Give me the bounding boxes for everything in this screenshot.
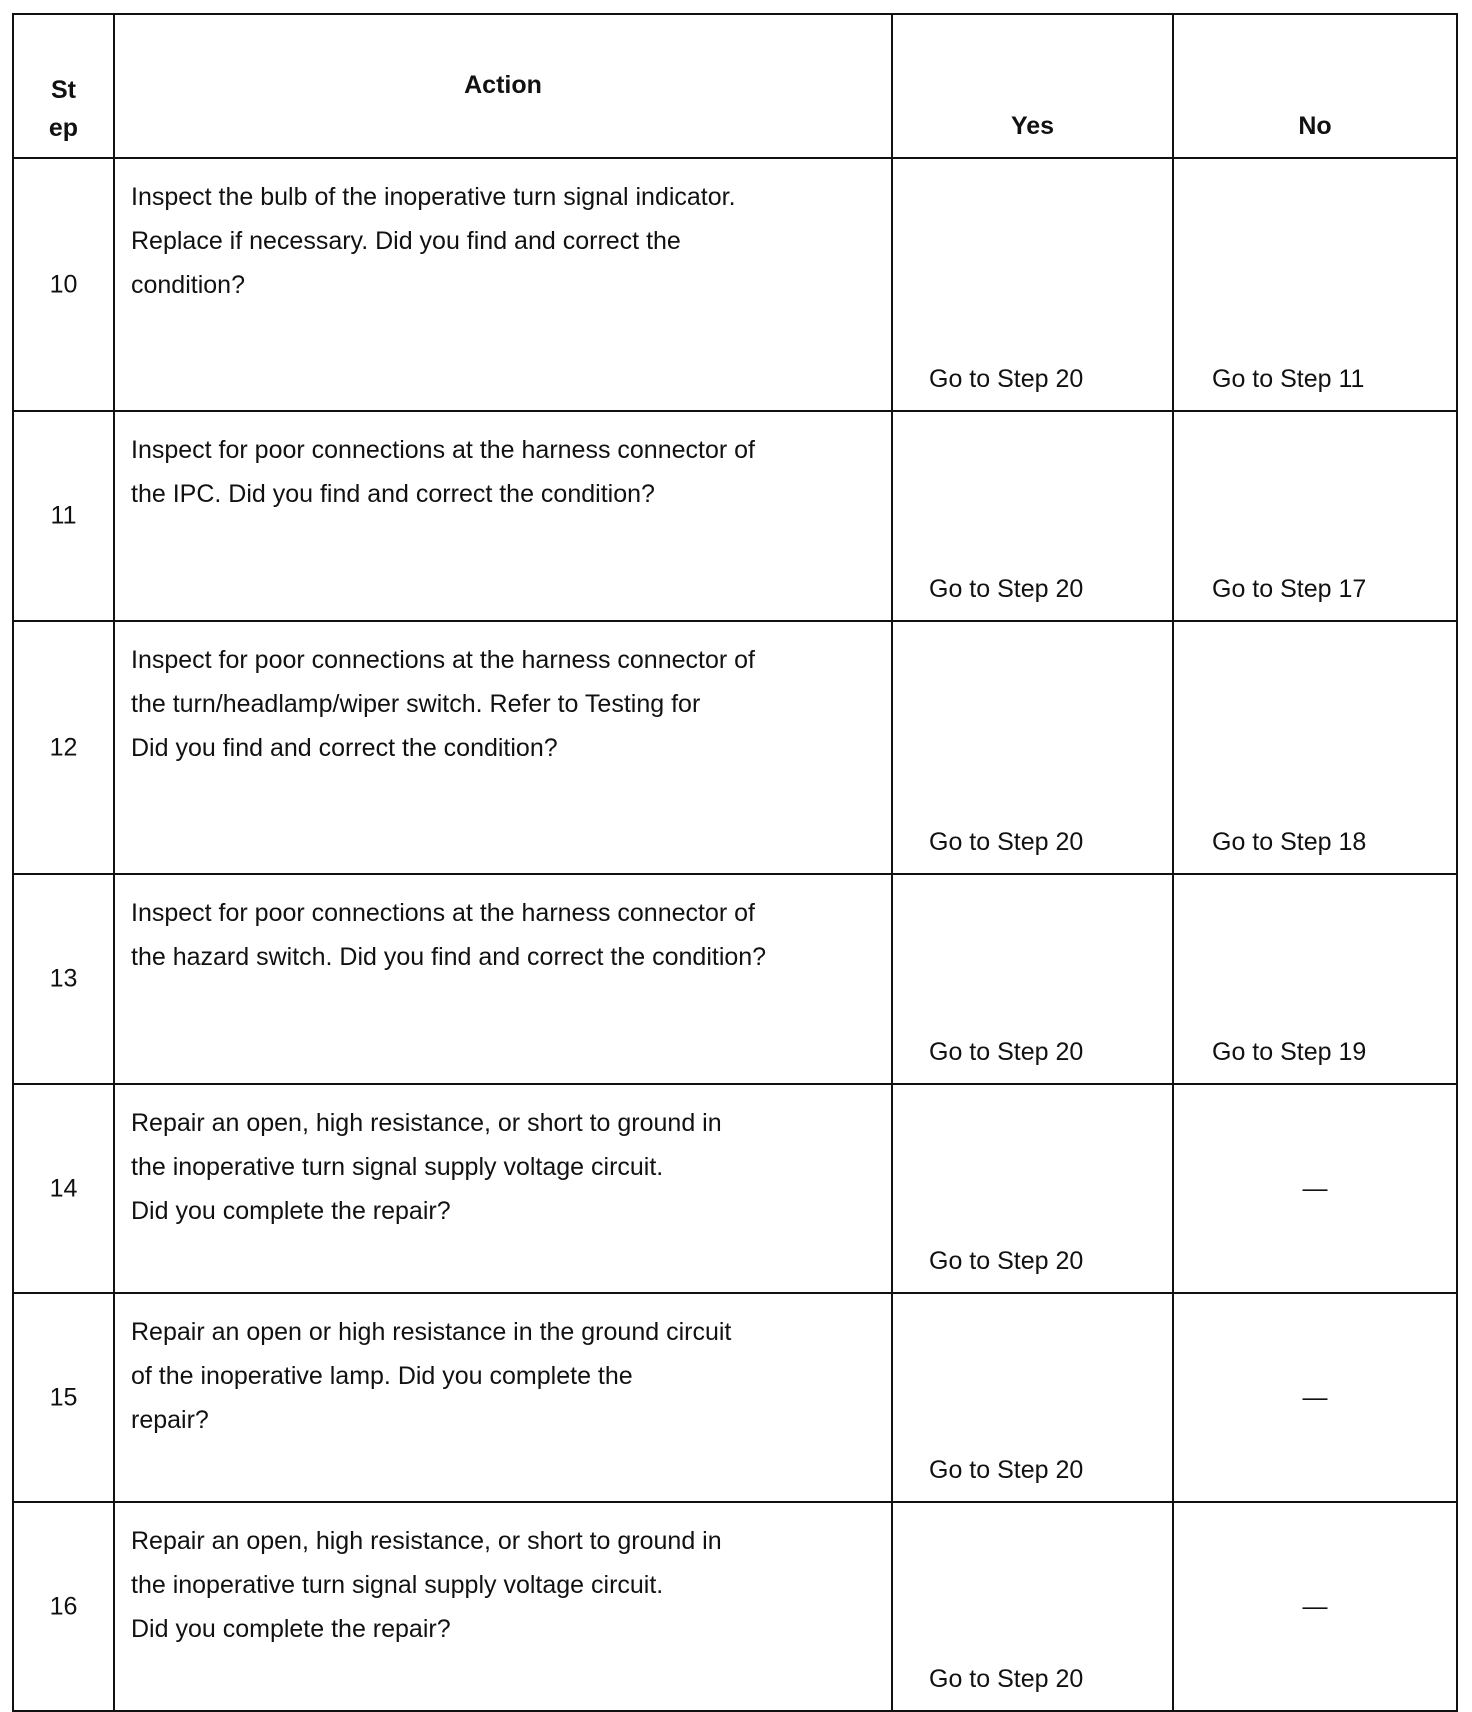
no-result: Go to Step 18 <box>1212 828 1367 856</box>
step-header-cell <box>13 14 114 158</box>
no-result: Go to Step 17 <box>1212 575 1367 603</box>
action-text: Inspect for poor connections at the harness connector of the hazard switch. Did you find and correct the condition? <box>131 899 767 971</box>
table-row <box>13 411 1457 621</box>
yes-result: Go to Step 20 <box>929 1665 1084 1693</box>
table-row <box>13 874 1457 1084</box>
action-text: Inspect for poor connections at the harness connector of the IPC. Did you find and correct the condition? <box>131 436 755 508</box>
yes-result: Go to Step 20 <box>929 365 1084 393</box>
no-result-dash: — <box>1302 1383 1328 1411</box>
action-header-cell <box>114 14 892 158</box>
action-text: Inspect for poor connections at the harness connector of the turn/headlamp/wiper switch. Refer to Testing for Did you find and correct the condition? <box>131 646 755 762</box>
no-header-cell <box>1173 14 1457 158</box>
header-row <box>13 14 1457 158</box>
yes-result: Go to Step 20 <box>929 575 1084 603</box>
step-number: 16 <box>49 1592 78 1620</box>
yes-header-cell <box>892 14 1173 158</box>
table-row <box>13 1084 1457 1293</box>
table-row <box>13 158 1457 411</box>
step-header: St ep <box>48 76 79 142</box>
diagnostic-step-table <box>12 13 1458 1712</box>
step-number: 14 <box>49 1174 78 1202</box>
action-text: Repair an open or high resistance in the ground circuit of the inoperative lamp. Did you complete the repair? <box>131 1318 732 1434</box>
action-header: Action <box>464 71 542 99</box>
yes-result: Go to Step 20 <box>929 1456 1084 1484</box>
action-text: Repair an open, high resistance, or short to ground in the inoperative turn signal supply voltage circuit. Did you complete the repair? <box>131 1109 722 1225</box>
step-number: 15 <box>49 1383 78 1411</box>
no-result: Go to Step 19 <box>1212 1038 1367 1066</box>
table-row <box>13 1502 1457 1711</box>
yes-result: Go to Step 20 <box>929 1247 1084 1275</box>
table-row <box>13 1293 1457 1502</box>
yes-result: Go to Step 20 <box>929 1038 1084 1066</box>
yes-result: Go to Step 20 <box>929 828 1084 856</box>
no-result: Go to Step 11 <box>1212 365 1365 393</box>
step-number: 10 <box>49 270 78 298</box>
table-row <box>13 621 1457 874</box>
step-number: 11 <box>50 501 77 530</box>
step-number: 12 <box>49 733 78 761</box>
no-result-dash: — <box>1302 1174 1328 1202</box>
no-result-dash: — <box>1302 1592 1328 1620</box>
yes-header: Yes <box>1010 112 1055 140</box>
action-text: Inspect the bulb of the inoperative turn signal indicator. Replace if necessary. Did you find and correct the condition? <box>131 183 736 299</box>
action-text: Repair an open, high resistance, or short to ground in the inoperative turn signal supply voltage circuit. Did you complete the repair? <box>131 1527 722 1643</box>
step-number: 13 <box>49 964 78 993</box>
no-header: No <box>1298 112 1332 140</box>
